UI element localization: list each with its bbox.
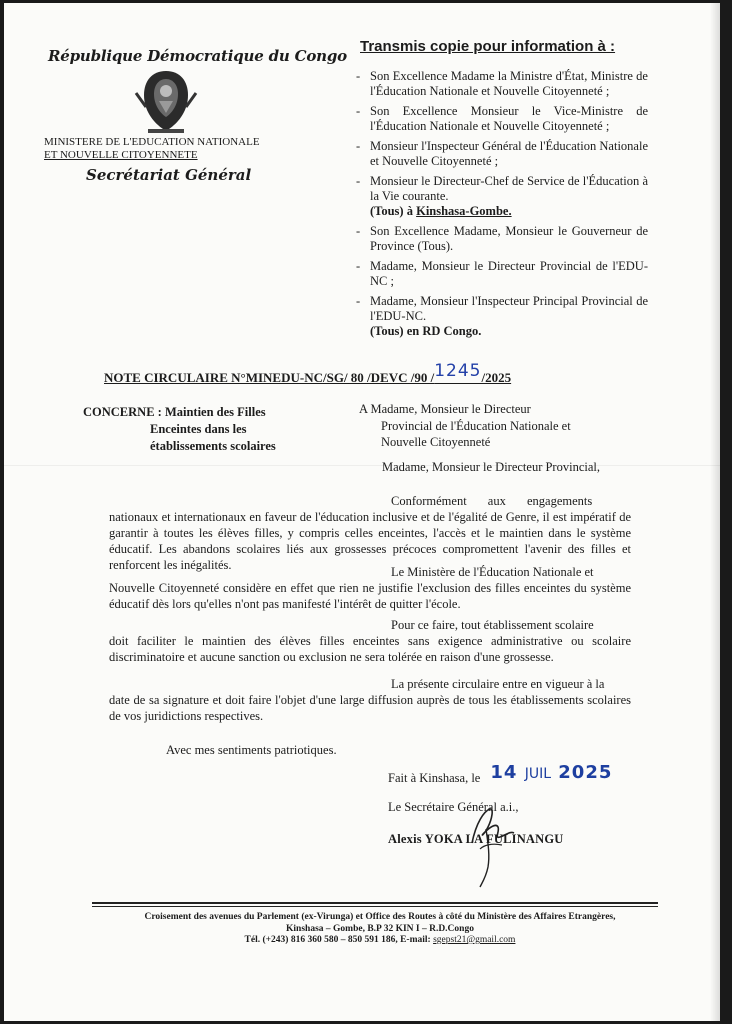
ministry-line-1: MINISTERE DE L'EDUCATION NATIONALE <box>44 136 260 148</box>
recipient-item: - Son Excellence Madame la Ministre d'État, Ministre de l'Éducation Nationale et Nouvelle Citoyenneté ; <box>356 69 648 98</box>
coat-of-arms-emblem <box>126 67 206 137</box>
paragraph-2: Le Ministère de l'Éducation Nationale et Nouvelle Citoyenneté considère en effet que rien ne justifie l'exclusion des filles enceintes du système éducatif dès lors qu'elles n'ont pas manifesté l'intérêt de quitter l'école. <box>109 565 631 611</box>
recipient-item: - Madame, Monsieur le Directeur Provincial de l'EDU-NC ; <box>356 259 648 288</box>
signatory-title: Le Secrétaire Général a.i., <box>388 800 519 814</box>
date-stamp: 14 JUIL 2025 <box>490 762 613 783</box>
paragraph-3: Pour ce faire, tout établissement scolaire doit faciliter le maintien des élèves filles enceintes sans exigence administrative ou scolaire discriminatoire et aucune sanction ou exclusion ne sera tolérée en raison d'une grossesse. <box>109 618 631 664</box>
ministry-name <box>44 136 284 162</box>
recipient-item: - Monsieur l'Inspecteur Général de l'Éducation Nationale et Nouvelle Citoyenneté ; <box>356 139 648 168</box>
document-page <box>4 3 720 1021</box>
recipient-item: - Monsieur le Directeur-Chef de Service de l'Éducation à la Vie courante. (Tous) à Kinshasa-Gombe. <box>356 174 648 218</box>
recipient-list <box>356 69 648 344</box>
republic-title: République Démocratique du Congo <box>48 47 347 65</box>
page-edge-shadow <box>710 3 720 1021</box>
signatory-name: Alexis YOKA LA FULINANGU <box>388 832 564 846</box>
handwritten-ref-number: 1245 <box>434 361 482 381</box>
circular-reference: NOTE CIRCULAIRE N°MINEDU-NC/SG/ 80 /DEVC /90 /1245/2025 <box>104 361 512 385</box>
place-date: Fait à Kinshasa, le 14 JUIL 2025 <box>388 762 613 785</box>
footer-rule <box>92 902 658 904</box>
recipient-item: - Son Excellence Madame, Monsieur le Gouverneur de Province (Tous). <box>356 224 648 253</box>
recipient-item: - Madame, Monsieur l'Inspecteur Principal Provincial de l'EDU-NC. (Tous) en RD Congo. <box>356 294 648 338</box>
footer-rule-thin <box>92 906 658 907</box>
ministry-line-2: ET NOUVELLE CITOYENNETE <box>44 149 198 161</box>
paragraph-4: La présente circulaire entre en vigueur à la date de sa signature et doit faire l'objet d'une large diffusion auprès de tous les établissements scolaires de vos juridictions respectives. <box>109 677 631 723</box>
recipient-item: - Son Excellence Monsieur le Vice-Ministre de l'Éducation Nationale et Nouvelle Citoyenneté ; <box>356 104 648 133</box>
secretariat-title: Secrétariat Général <box>86 166 252 184</box>
transmis-heading: Transmis copie pour information à : <box>360 38 616 55</box>
fold-line <box>4 465 720 466</box>
paragraph-1: Conformément aux engagements nationaux et internationaux en faveur de l'éducation inclusive et de l'égalité de Genre, il est impératif de garantir à toutes les élèves filles, y compris celles enceintes, l'accès et le maintien dans le système éducatif. Les abandons scolaires liés aux grossesses précoces compromettent l'avenir des filles et renforcent les inégalités. <box>109 494 631 572</box>
email-link[interactable]: sgepst21@gmail.com <box>433 935 516 945</box>
footer-address: Croisement des avenues du Parlement (ex-Virunga) et Office des Routes à côté du Ministère des Affaires Etrangères, Kinshasa – Gombe, B.P 32 KIN I – R.D.Congo Tél. (+243) 816 360 580 – 850 591 186, E-mail: sgepst21@gmail.com <box>144 912 616 945</box>
salutation: Madame, Monsieur le Directeur Provincial, <box>382 460 600 474</box>
subject-block: CONCERNE : Maintien des Filles Enceintes dans les établissements scolaires <box>83 405 276 453</box>
closing-line: Avec mes sentiments patriotiques. <box>166 743 337 757</box>
addressee-block: A Madame, Monsieur le Directeur Provincial de l'Éducation Nationale et Nouvelle Citoyenneté <box>359 402 571 449</box>
